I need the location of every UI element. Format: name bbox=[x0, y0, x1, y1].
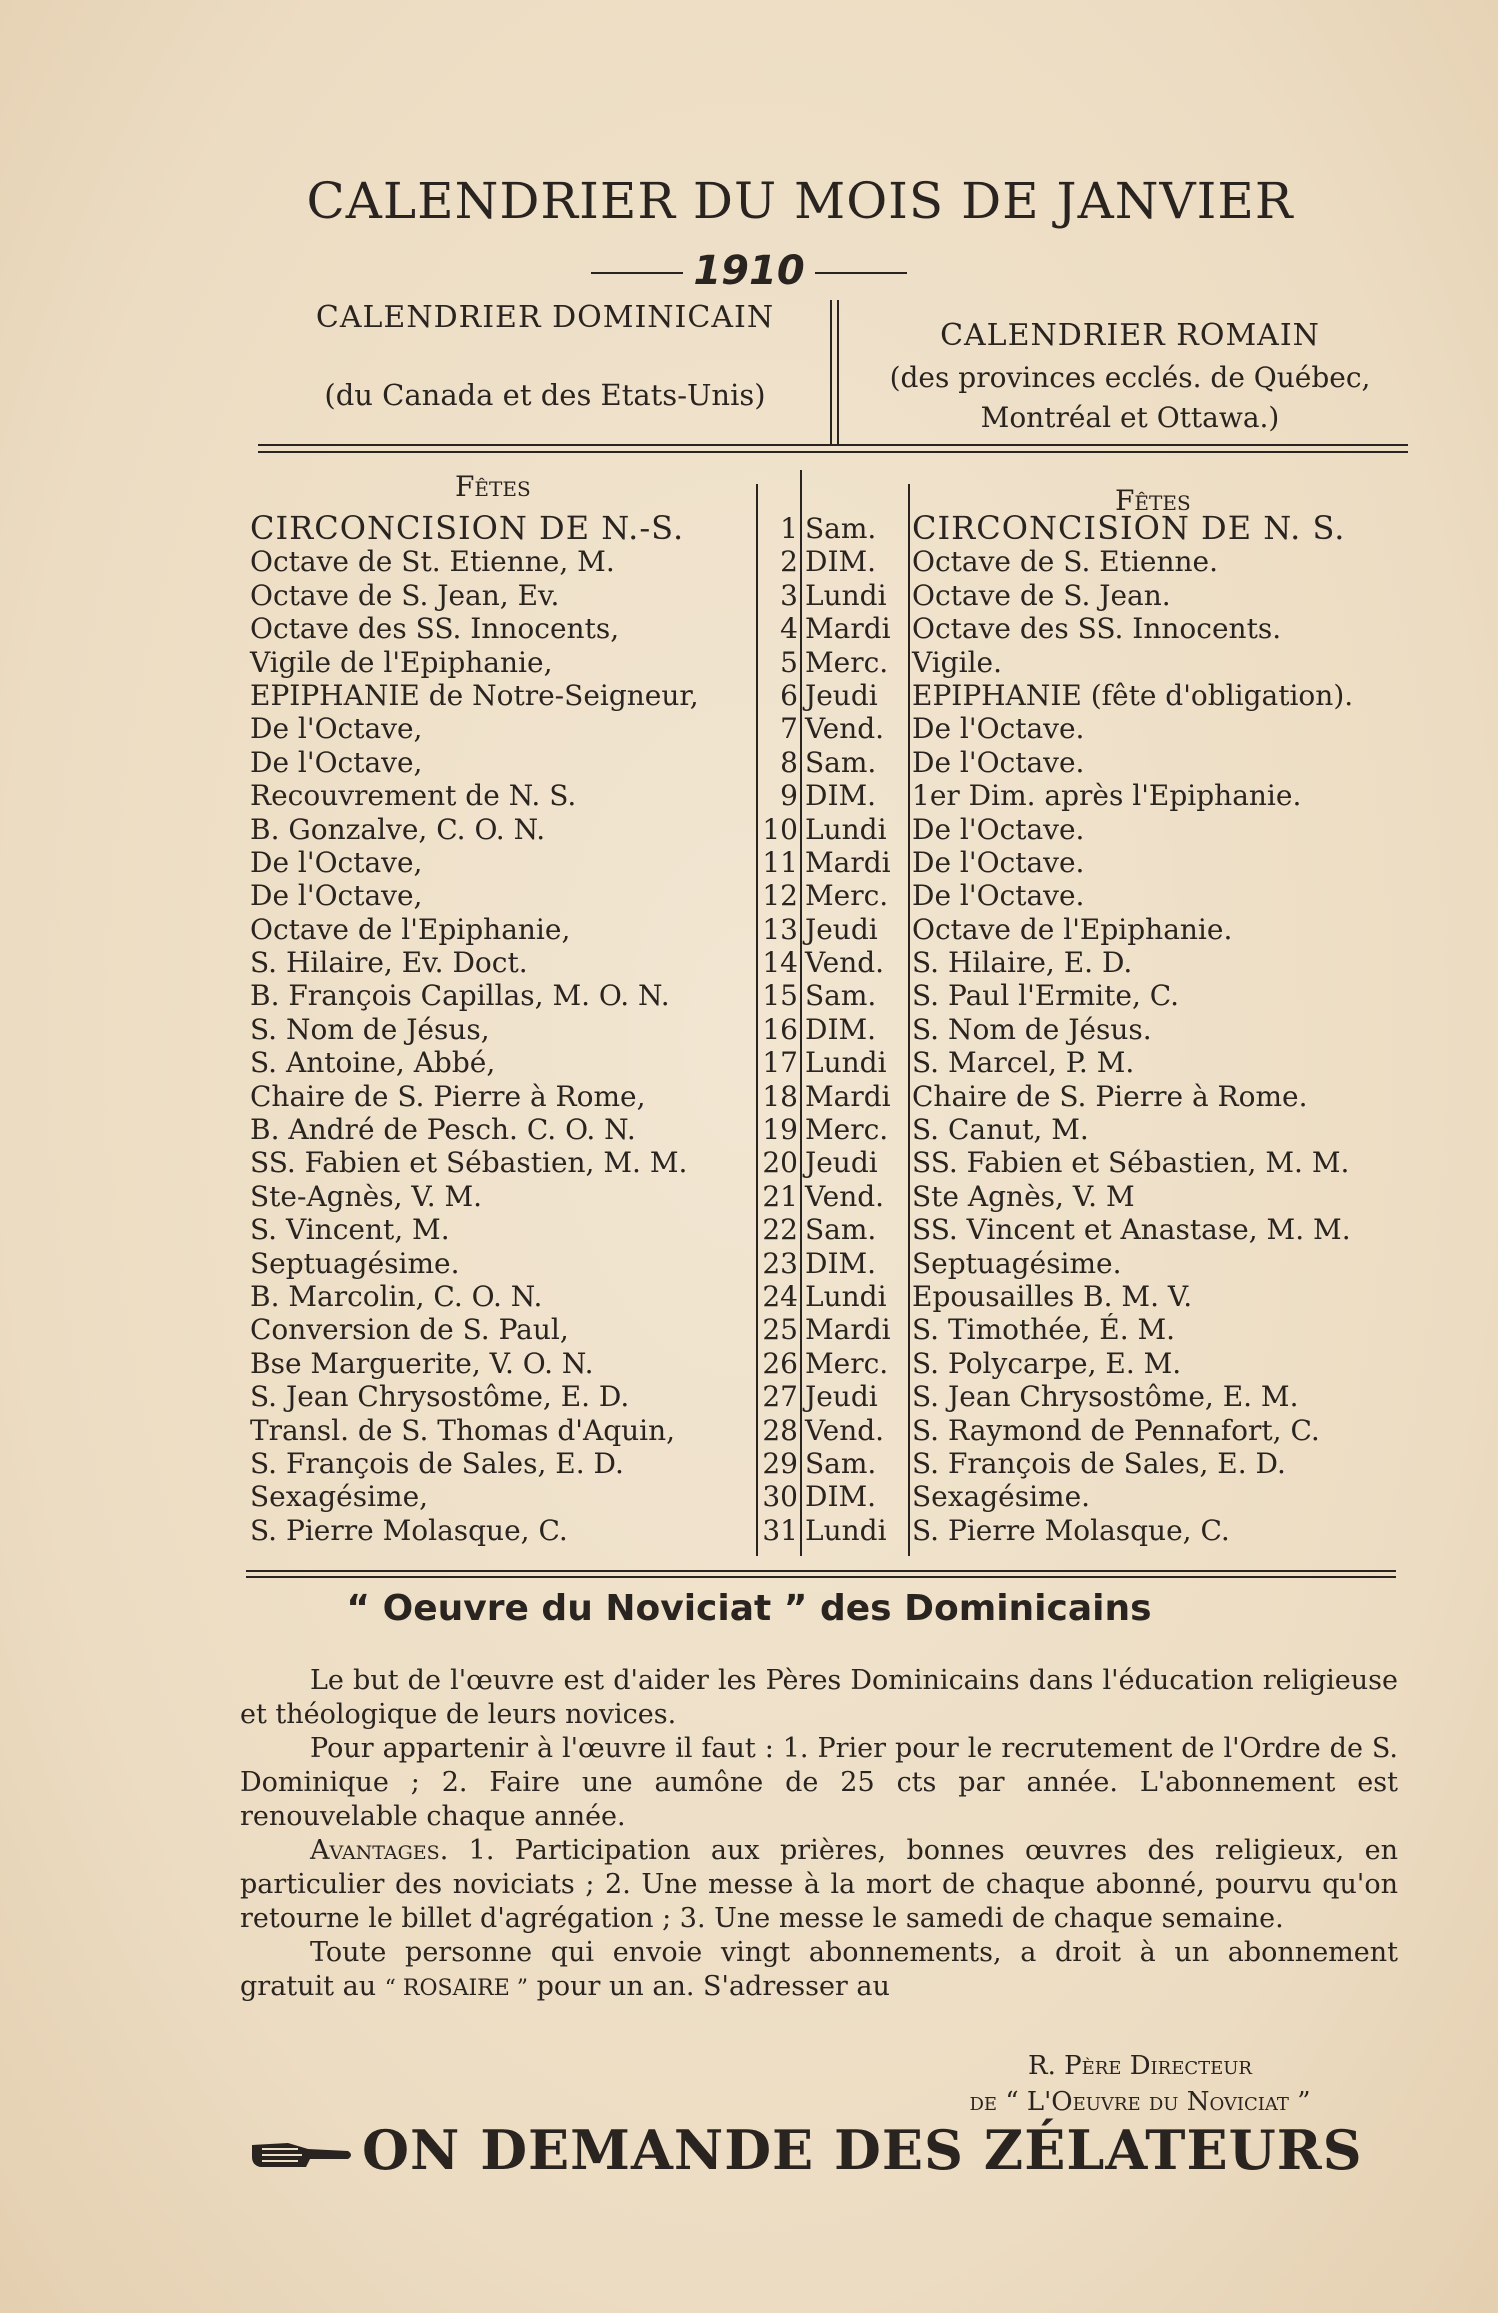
weekday: Vend. bbox=[805, 1179, 885, 1213]
dominican-calendar-subtitle: (du Canada et des Etats-Unis) bbox=[324, 378, 766, 412]
weekday: DIM. bbox=[805, 545, 877, 579]
weekday: Jeudi bbox=[805, 912, 878, 946]
dominican-feast: Ste-Agnès, V. M. bbox=[250, 1179, 483, 1213]
year-line bbox=[0, 248, 1498, 294]
column-divider-days bbox=[800, 470, 802, 1556]
roman-calendar-subtitle bbox=[860, 358, 1400, 438]
weekday: Jeudi bbox=[805, 1146, 878, 1180]
offer-text-b: pour un an. S'adresser au bbox=[528, 1971, 890, 2002]
day-number: 4 bbox=[780, 612, 798, 646]
roman-feast: S. Pierre Molasque, C. bbox=[912, 1513, 1230, 1547]
dominican-feasts-column bbox=[250, 509, 750, 1547]
day-number: 5 bbox=[780, 645, 798, 679]
day-number: 13 bbox=[762, 912, 798, 946]
day-number-column bbox=[740, 512, 798, 1547]
roman-feast: De l'Octave. bbox=[912, 712, 1085, 746]
day-number: 1 bbox=[780, 512, 798, 545]
day-number: 29 bbox=[762, 1446, 798, 1480]
day-number: 27 bbox=[762, 1380, 798, 1414]
roman-feast: S. Paul l'Ermite, C. bbox=[912, 979, 1180, 1013]
day-number: 2 bbox=[780, 545, 798, 579]
dominican-feast: Recouvrement de N. S. bbox=[250, 779, 577, 813]
roman-feast: S. Jean Chrysostôme, E. M. bbox=[912, 1380, 1299, 1414]
roman-feast: S. Hilaire, E. D. bbox=[912, 946, 1133, 980]
dominican-feast: Octave de S. Jean, Ev. bbox=[250, 578, 560, 612]
oeuvre-paragraph-purpose: Le but de l'œuvre est d'aider les Pères Dominicains dans l'éducation religieuse et théologique de leurs novices. bbox=[240, 1665, 1398, 1730]
roman-feast: Ste Agnès, V. M bbox=[912, 1179, 1135, 1213]
weekday: Vend. bbox=[805, 946, 885, 980]
dominican-feast: S. Hilaire, Ev. Doct. bbox=[250, 946, 528, 980]
roman-feast: Octave de l'Epiphanie. bbox=[912, 912, 1233, 946]
footer-banner bbox=[248, 2118, 1398, 2188]
roman-subtitle-line1: (des provinces ecclés. de Québec, bbox=[889, 361, 1371, 394]
weekday: Merc. bbox=[805, 879, 889, 913]
day-number: 18 bbox=[762, 1079, 798, 1113]
dominican-feast: S. Vincent, M. bbox=[250, 1213, 450, 1247]
oeuvre-paragraph-advantages bbox=[240, 1834, 1398, 1936]
roman-feast: Octave des SS. Innocents. bbox=[912, 612, 1282, 646]
day-number: 31 bbox=[762, 1513, 798, 1547]
day-number: 8 bbox=[780, 745, 798, 779]
weekday: Mardi bbox=[805, 845, 891, 879]
calendar-rule-top bbox=[246, 1570, 1396, 1572]
column-divider-roman bbox=[908, 484, 910, 1556]
dominican-feast: Sexagésime, bbox=[250, 1480, 429, 1514]
roman-feast: De l'Octave. bbox=[912, 879, 1085, 913]
roman-feast: Octave de S. Etienne. bbox=[912, 545, 1219, 579]
weekday: Lundi bbox=[805, 812, 887, 846]
weekday: DIM. bbox=[805, 1246, 877, 1280]
rosaire-name: “ ROSAIRE ” bbox=[384, 1976, 529, 2001]
dominican-feast: CIRCONCISION DE N.-S. bbox=[250, 509, 685, 547]
roman-feast: S. Timothée, É. M. bbox=[912, 1313, 1176, 1347]
year-dash-left bbox=[591, 272, 683, 274]
roman-fetes-label: Fêtes bbox=[1115, 484, 1191, 517]
day-number: 19 bbox=[762, 1113, 798, 1147]
weekday: Sam. bbox=[805, 979, 877, 1013]
dominican-feast: Vigile de l'Epiphanie, bbox=[250, 645, 553, 679]
day-number: 23 bbox=[762, 1246, 798, 1280]
signature-line2: de “ L'Oeuvre du Noviciat ” bbox=[969, 2087, 1311, 2117]
signature-line1: R. Père Directeur bbox=[1028, 2051, 1252, 2081]
roman-feast: S. Nom de Jésus. bbox=[912, 1012, 1152, 1046]
day-number: 24 bbox=[762, 1279, 798, 1313]
dominican-feast: B. André de Pesch. C. O. N. bbox=[250, 1113, 636, 1147]
dominican-feast: Chaire de S. Pierre à Rome, bbox=[250, 1079, 646, 1113]
weekday: DIM. bbox=[805, 1480, 877, 1514]
signature bbox=[880, 2048, 1400, 2120]
dominican-feast: S. Jean Chrysostôme, E. D. bbox=[250, 1380, 630, 1414]
header-rule-bottom bbox=[258, 451, 1408, 453]
day-number: 15 bbox=[762, 979, 798, 1013]
weekday: Sam. bbox=[805, 1446, 877, 1480]
weekday: Merc. bbox=[805, 1113, 889, 1147]
weekday-column bbox=[805, 512, 905, 1547]
roman-feast: Septuagésime. bbox=[912, 1246, 1122, 1280]
weekday: Vend. bbox=[805, 712, 885, 746]
roman-feast: S. Canut, M. bbox=[912, 1113, 1089, 1147]
header-divider-b bbox=[837, 300, 839, 445]
roman-subtitle-line2: Montréal et Ottawa.) bbox=[980, 401, 1280, 434]
offer-text-a: Toute personne qui envoie vingt abonnements, a droit à un abonnement gratuit au bbox=[240, 1937, 1398, 2002]
weekday: DIM. bbox=[805, 779, 877, 813]
dominican-feast: S. Pierre Molasque, C. bbox=[250, 1513, 568, 1547]
roman-feast: Epousailles B. M. V. bbox=[912, 1279, 1193, 1313]
dominican-feast: De l'Octave, bbox=[250, 845, 423, 879]
weekday: Mardi bbox=[805, 1079, 891, 1113]
day-number: 12 bbox=[762, 879, 798, 913]
oeuvre-paragraph-membership: Pour appartenir à l'œuvre il faut : 1. Prier pour le recrutement de l'Ordre de S. Dominique ; 2. Faire une aumône de 25 cts par année. L'abonnement est renouvelable chaque année. bbox=[240, 1733, 1398, 1832]
roman-feast: S. Marcel, P. M. bbox=[912, 1046, 1135, 1080]
dominican-feast: B. Gonzalve, C. O. N. bbox=[250, 812, 546, 846]
roman-feast: De l'Octave. bbox=[912, 845, 1085, 879]
dominican-feast: Octave des SS. Innocents, bbox=[250, 612, 620, 646]
dominican-feast: De l'Octave, bbox=[250, 712, 423, 746]
weekday: Jeudi bbox=[805, 678, 878, 712]
roman-feast: Octave de S. Jean. bbox=[912, 578, 1171, 612]
dominican-feast: De l'Octave, bbox=[250, 879, 423, 913]
day-number: 3 bbox=[780, 578, 798, 612]
day-number: 14 bbox=[762, 946, 798, 980]
dominican-feast: EPIPHANIE de Notre-Seigneur, bbox=[250, 678, 699, 712]
weekday: Lundi bbox=[805, 1513, 887, 1547]
dominican-feast: Octave de St. Etienne, M. bbox=[250, 545, 615, 579]
oeuvre-title: “ Oeuvre du Noviciat ” des Dominicains bbox=[346, 1588, 1152, 1629]
year-dash-right bbox=[815, 272, 907, 274]
roman-feast: EPIPHANIE (fête d'obligation). bbox=[912, 678, 1354, 712]
weekday: Merc. bbox=[805, 645, 889, 679]
roman-feast: 1er Dim. après l'Epiphanie. bbox=[912, 779, 1302, 813]
roman-feast: S. Polycarpe, E. M. bbox=[912, 1346, 1182, 1380]
day-number: 26 bbox=[762, 1346, 798, 1380]
dominican-feast: De l'Octave, bbox=[250, 745, 423, 779]
dominican-fetes-label: Fêtes bbox=[455, 470, 531, 503]
dominican-feast: Septuagésime. bbox=[250, 1246, 460, 1280]
weekday: Sam. bbox=[805, 512, 877, 545]
roman-feast: CIRCONCISION DE N. S. bbox=[912, 509, 1346, 547]
day-number: 20 bbox=[762, 1146, 798, 1180]
roman-feast: SS. Fabien et Sébastien, M. M. bbox=[912, 1146, 1350, 1180]
day-number: 28 bbox=[762, 1413, 798, 1447]
dominican-feast: Bse Marguerite, V. O. N. bbox=[250, 1346, 594, 1380]
day-number: 21 bbox=[762, 1179, 798, 1213]
dominican-calendar-title: CALENDRIER DOMINICAIN bbox=[315, 300, 775, 335]
page-title: CALENDRIER DU MOIS DE JANVIER bbox=[306, 172, 1294, 230]
day-number: 7 bbox=[780, 712, 798, 746]
dominican-feast: Octave de l'Epiphanie, bbox=[250, 912, 571, 946]
weekday: DIM. bbox=[805, 1012, 877, 1046]
oeuvre-text bbox=[240, 1664, 1398, 2006]
dominican-feast: B. François Capillas, M. O. N. bbox=[250, 979, 670, 1013]
roman-feast: Sexagésime. bbox=[912, 1480, 1091, 1514]
dominican-feast: B. Marcolin, C. O. N. bbox=[250, 1279, 543, 1313]
roman-feast: Chaire de S. Pierre à Rome. bbox=[912, 1079, 1308, 1113]
weekday: Lundi bbox=[805, 1046, 887, 1080]
roman-feast: Vigile. bbox=[912, 645, 1002, 679]
dominican-feast: Conversion de S. Paul, bbox=[250, 1313, 569, 1347]
weekday: Lundi bbox=[805, 1279, 887, 1313]
weekday: Sam. bbox=[805, 745, 877, 779]
day-number: 9 bbox=[780, 779, 798, 813]
roman-feast: De l'Octave. bbox=[912, 745, 1085, 779]
day-number: 11 bbox=[762, 845, 798, 879]
calendar-rule-bottom bbox=[246, 1576, 1396, 1578]
roman-feast: De l'Octave. bbox=[912, 812, 1085, 846]
day-number: 6 bbox=[780, 678, 798, 712]
dominican-feast: S. Nom de Jésus, bbox=[250, 1012, 490, 1046]
day-number: 22 bbox=[762, 1213, 798, 1247]
advantages-text: 1. Participation aux prières, bonnes œuvres des religieux, en particulier des noviciats ; 2. Une messe à la mort de chaque abonné, pourvu qu'on retourne le billet d'agrégation ; 3. Une messe le samedi de chaque semaine. bbox=[240, 1835, 1398, 1934]
footer-text: ON DEMANDE DES ZÉLATEURS bbox=[362, 2118, 1363, 2182]
roman-feasts-column bbox=[912, 509, 1412, 1547]
roman-feast: S. Raymond de Pennafort, C. bbox=[912, 1413, 1320, 1447]
dominican-feast: Transl. de S. Thomas d'Aquin, bbox=[250, 1413, 676, 1447]
weekday: Mardi bbox=[805, 612, 891, 646]
oeuvre-paragraph-offer bbox=[240, 1936, 1398, 2006]
weekday: Sam. bbox=[805, 1213, 877, 1247]
dominican-feast: SS. Fabien et Sébastien, M. M. bbox=[250, 1146, 688, 1180]
day-number: 30 bbox=[762, 1480, 798, 1514]
roman-feast: SS. Vincent et Anastase, M. M. bbox=[912, 1213, 1351, 1247]
day-number: 17 bbox=[762, 1046, 798, 1080]
day-number: 25 bbox=[762, 1313, 798, 1347]
day-number: 16 bbox=[762, 1012, 798, 1046]
roman-feast: S. François de Sales, E. D. bbox=[912, 1446, 1286, 1480]
dominican-feast: S. François de Sales, E. D. bbox=[250, 1446, 624, 1480]
weekday: Vend. bbox=[805, 1413, 885, 1447]
roman-calendar-title: CALENDRIER ROMAIN bbox=[940, 318, 1320, 353]
header-rule-top bbox=[258, 444, 1408, 446]
pointing-hand-icon bbox=[248, 2135, 356, 2175]
year: 1910 bbox=[693, 248, 805, 294]
weekday: Lundi bbox=[805, 578, 887, 612]
weekday: Merc. bbox=[805, 1346, 889, 1380]
weekday: Mardi bbox=[805, 1313, 891, 1347]
day-number: 10 bbox=[762, 812, 798, 846]
header-divider-a bbox=[830, 300, 832, 445]
dominican-feast: S. Antoine, Abbé, bbox=[250, 1046, 496, 1080]
weekday: Jeudi bbox=[805, 1380, 878, 1414]
advantages-label: Avantages. bbox=[310, 1835, 449, 1866]
